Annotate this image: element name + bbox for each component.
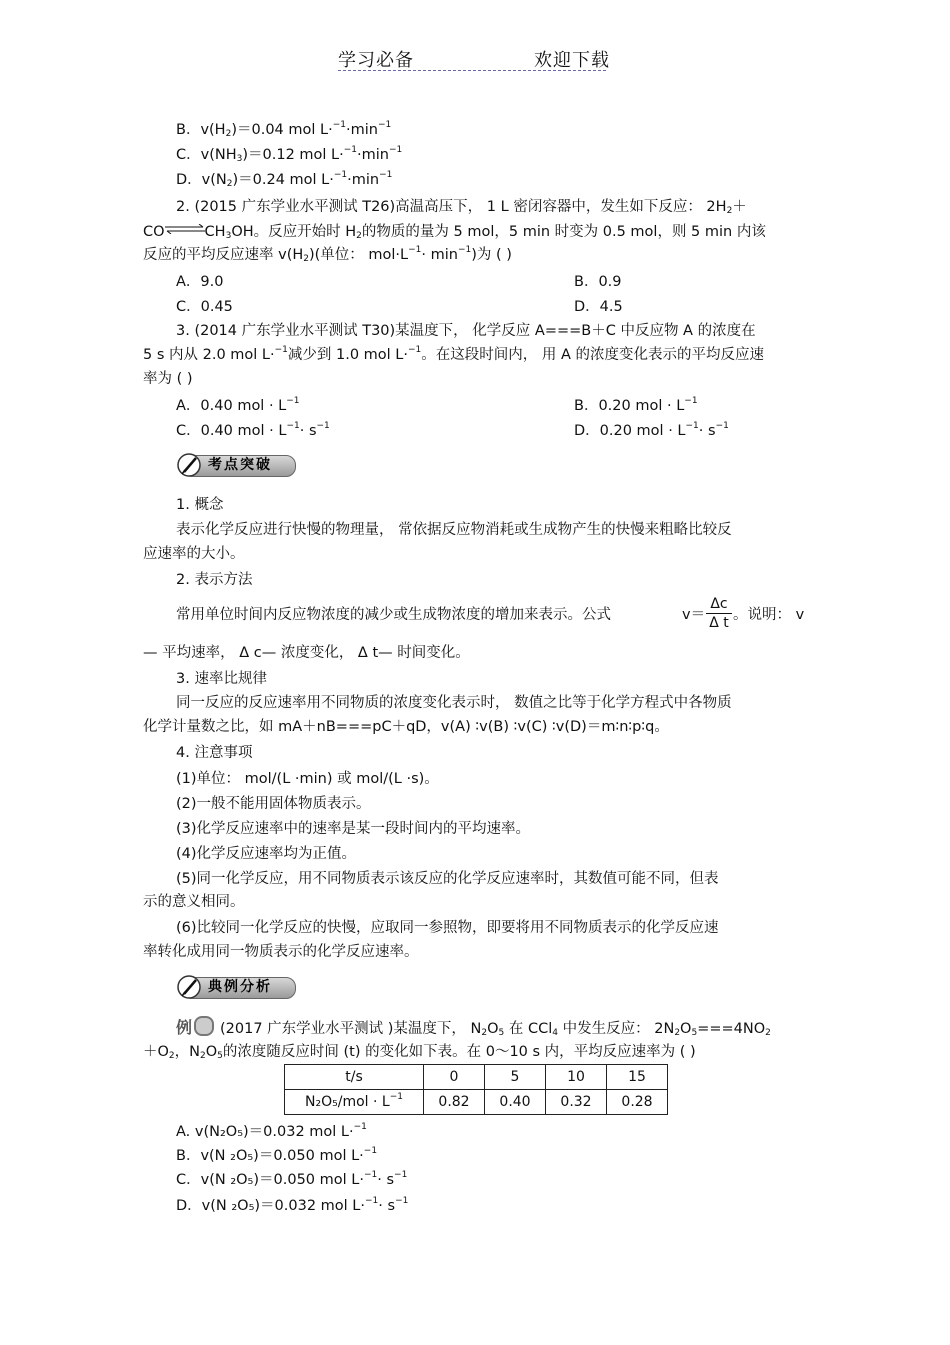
q2-line3: 反应的平均反应速率 $v(H_2)$(单位： $mol\cdot L^{-1}\cdot \min^{-1}$)为 ( ) — [143, 245, 512, 264]
page-header — [338, 46, 610, 72]
point-2-text: 常用单位时间内反应物浓度的减少或生成物浓度的增加来表示。公式 — [176, 607, 611, 623]
table-row — [285, 1090, 668, 1115]
table-header-cell: 10 — [546, 1065, 607, 1090]
pen-icon — [176, 974, 206, 1000]
q2-line1: 2. (2015 广东学业水平测试 T26)高温高压下， 1 L 密闭容器中，发生如下反应： $2H_2+$ — [176, 199, 747, 216]
table-header-cell: 5 — [485, 1065, 546, 1090]
point-1-text-cont: 应速率的大小。 — [143, 546, 245, 562]
point-4-heading: 4. 注意事项 — [176, 745, 253, 761]
note-6: (6)比较同一化学反应的快慢，应取同一参照物，即要将用不同物质表示的化学反应速 — [176, 920, 719, 936]
example-option-b: B．v(N ₂O₅)＝0.050 mol L·$^{-1}$ — [176, 1146, 378, 1164]
formula-v: v＝ — [682, 607, 706, 623]
header-right: 欢迎下载 — [534, 50, 610, 71]
q1-option-d: D．$v(N_2)=0.24$ mol $L\cdot^{-1}\cdot\min^{-1}$ — [176, 170, 393, 189]
note-5: (5)同一化学反应，用不同物质表示该反应的化学反应速率时，其数值可能不同，但表 — [176, 871, 719, 887]
formula-note: 。说明： v — [733, 607, 805, 623]
table-cell: 0.40 — [485, 1090, 546, 1115]
table-header-cell: 15 — [607, 1065, 668, 1090]
example-option-d: D．v(N ₂O₅)＝0.032 mol $L\cdot^{-1}\cdot s^{-1}$ — [176, 1196, 409, 1214]
example-option-a: A. v(N₂O₅)＝0.032 mol L·$^{-1}$ — [176, 1122, 367, 1140]
section-badge-dianli — [176, 974, 294, 1000]
q2-option-c: C．0.45 — [176, 299, 233, 315]
equilibrium-arrow-icon — [165, 220, 205, 230]
q1-option-b: B．$v(H_2)=0.04$ mol $L\cdot^{-1}\cdot\min^{-1}$ — [176, 120, 392, 139]
pen-icon — [176, 452, 206, 478]
note-5-cont: 示的意义相同。 — [143, 894, 245, 910]
point-2-legend: — 平均速率， Δ c— 浓度变化， Δ t— 时间变化。 — [143, 645, 470, 661]
q3-option-c: C．0.40 mol · $L^{-1}\cdot s^{-1}$ — [176, 421, 330, 439]
table-cell: 0.28 — [607, 1090, 668, 1115]
q2-line2: CO $CH_3OH$。反应开始时 $H_2$的物质的量为 5 mol，5 min 时变为 0.5 mol，则 5 min 内该 — [143, 220, 766, 242]
formula-numerator: Δc — [710, 596, 728, 612]
q3-line1: 3. (2014 广东学业水平测试 T30)某温度下， 化学反应 A===B＋C 中反应物 A 的浓度在 — [176, 323, 756, 339]
point-1-text: 表示化学反应进行快慢的物理量， 常依据反应物消耗或生成物产生的快慢来粗略比较反 — [176, 522, 732, 538]
q3-option-a: A．0.40 mol · $L^{-1}$ — [176, 396, 300, 414]
q3-option-d: D．0.20 mol · $L^{-1}\cdot s^{-1}$ — [574, 421, 729, 439]
point-3-text: 同一反应的反应速率用不同物质的浓度变化表示时， 数值之比等于化学方程式中各物质 — [176, 695, 732, 711]
note-6-cont: 率转化成用同一物质表示的化学反应速率。 — [143, 944, 419, 960]
note-2: (2)一般不能用固体物质表示。 — [176, 796, 371, 812]
note-3: (3)化学反应速率中的速率是某一段时间内的平均速率。 — [176, 821, 531, 837]
header-left: 学习必备 — [338, 50, 414, 71]
table-row-label: $N_2O_5/mol \cdot L^{-1}$ — [285, 1090, 424, 1115]
section-title: 考点突破 — [208, 457, 272, 473]
point-2-heading: 2. 表示方法 — [176, 572, 253, 588]
header-divider — [338, 70, 606, 71]
section-title: 典例分析 — [208, 979, 272, 995]
table-header-cell: 0 — [424, 1065, 485, 1090]
table-cell: 0.32 — [546, 1090, 607, 1115]
example-line1: (2017 广东学业水平测试 )某温度下， $N_2O_5$ 在 CCl$_4$ 中发生反应： $2N_2O_5===4NO_2$ — [220, 1021, 771, 1038]
table-header-cell: t/s — [285, 1065, 424, 1090]
point-3-text-cont: 化学计量数之比，如 mA＋nB===pC＋qD，v(A) ∶v(B) ∶v(C) ∶v(D)＝m∶n∶p∶q。 — [143, 719, 669, 735]
q3-line2: 5 s 内从 2.0 mol L·$^{-1}$减少到 1.0 mol L·$^{-1}$。在这段时间内， 用 A 的浓度变化表示的平均反应速 — [143, 345, 765, 363]
table-row — [285, 1065, 668, 1090]
example-marker-icon — [194, 1016, 214, 1036]
note-1: (1)单位： mol/(L ·min) 或 mol/(L ·s)。 — [176, 771, 439, 787]
example-line2: $+O_2$，$N_2O_5$的浓度随反应时间 (t) 的变化如下表。在 0～10 s 内，平均反应速率为 ( ) — [143, 1044, 696, 1061]
q2-option-d: D．4.5 — [574, 299, 623, 315]
q3-line3: 率为 ( ) — [143, 371, 193, 387]
point-3-heading: 3. 速率比规律 — [176, 671, 267, 687]
q1-option-c: C．$v(NH_3)=0.12$ mol $L\cdot^{-1}\cdot\min^{-1}$ — [176, 145, 403, 164]
point-1-heading: 1. 概念 — [176, 497, 224, 513]
concentration-table — [284, 1064, 668, 1115]
q2-option-a: A．9.0 — [176, 274, 224, 290]
formula-fraction — [706, 596, 732, 631]
q2-option-b: B．0.9 — [574, 274, 622, 290]
example-tag: 例 — [176, 1016, 214, 1039]
example-option-c: C．v(N ₂O₅)＝0.050 mol $L\cdot^{-1}\cdot s^{-1}$ — [176, 1170, 408, 1188]
q3-option-b: B．0.20 mol · $L^{-1}$ — [574, 396, 698, 414]
note-4: (4)化学反应速率均为正值。 — [176, 846, 357, 862]
section-badge-kaodian — [176, 452, 294, 478]
formula-denominator: Δ t — [709, 615, 729, 631]
table-cell: 0.82 — [424, 1090, 485, 1115]
